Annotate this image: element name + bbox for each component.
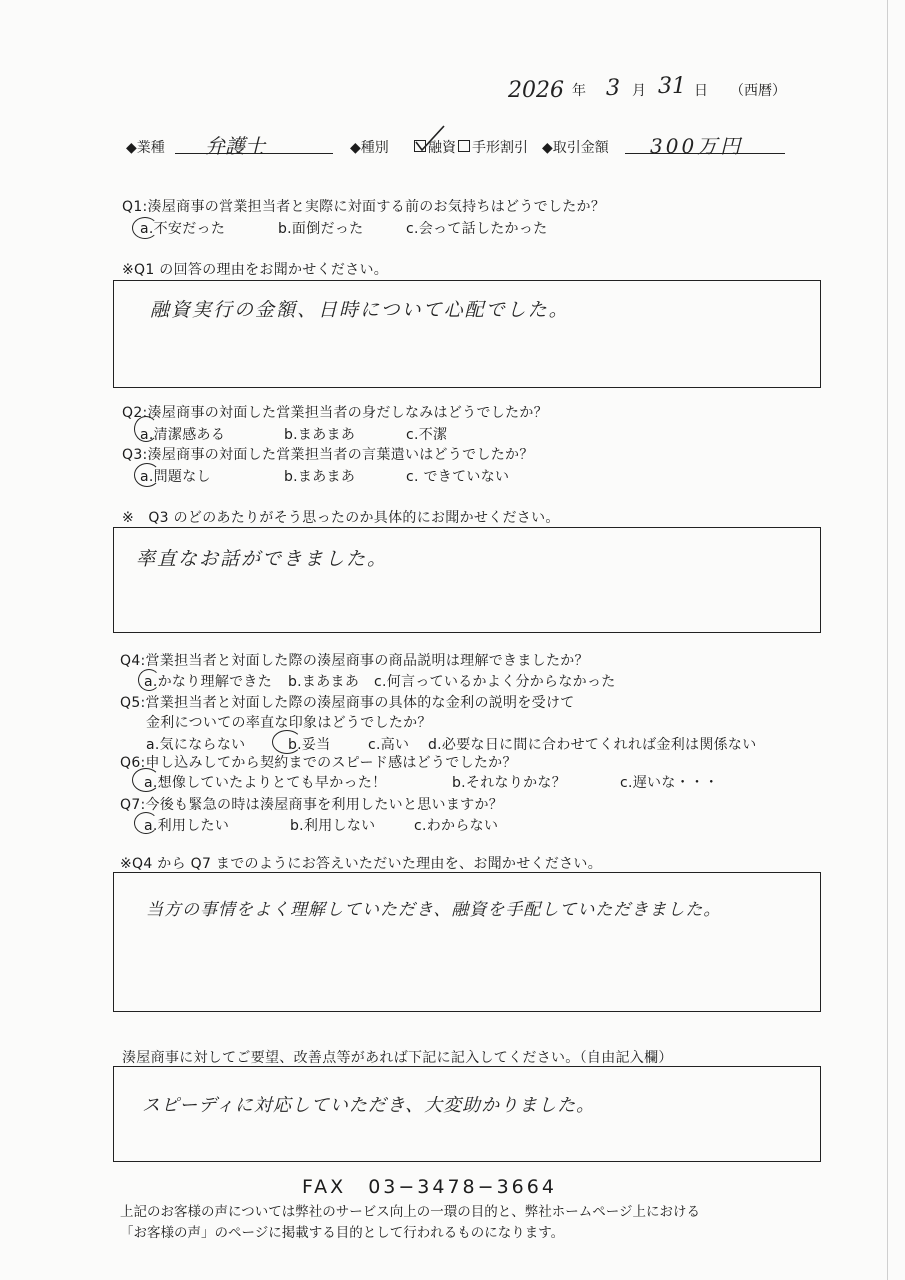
q4-option-b[interactable]: b.まあまあ bbox=[288, 674, 360, 690]
footer-note-line2: 「お客様の声」のページに掲載する目的として行われるものになります。 bbox=[120, 1225, 565, 1241]
q3-question: Q3:湊屋商事の対面した営業担当者の言葉遣いはどうでしたか？ bbox=[122, 447, 534, 463]
q3-reason-answer: 率直なお話ができました。 bbox=[136, 548, 389, 570]
q5-option-d[interactable]: d.必要な日に間に合わせてくれれば金利は関係ない bbox=[428, 737, 757, 753]
q4-option-a[interactable]: a.かなり理解できた bbox=[144, 674, 273, 690]
q5-question-line1: Q5:営業担当者と対面した際の湊屋商事の具体的な金利の説明を受けて bbox=[120, 695, 575, 711]
q4-q7-reason-prompt: ※Q4 から Q7 までのようにお答えいただいた理由を、お聞かせください。 bbox=[120, 856, 603, 872]
date-day-unit: 日 bbox=[694, 83, 708, 99]
q7-option-a[interactable]: a.利用したい bbox=[144, 818, 230, 834]
industry-value: 弁護士 bbox=[205, 134, 265, 158]
q3-option-b[interactable]: b.まあまあ bbox=[284, 469, 356, 485]
bill-checkbox[interactable] bbox=[458, 140, 470, 152]
type-option-bill: 手形割引 bbox=[472, 140, 528, 156]
q1-reason-answer: 融資実行の金額、日時について心配でした。 bbox=[150, 299, 570, 321]
amount-underline bbox=[625, 153, 785, 154]
footer-note-line1: 上記のお客様の声については弊社のサービス向上の一環の目的と、弊社ホームページ上における bbox=[120, 1204, 700, 1220]
fax-number: FAX 03−3478−3664 bbox=[302, 1176, 557, 1198]
date-year-unit: 年 bbox=[572, 83, 586, 99]
type-label: ◆種別 bbox=[350, 140, 389, 156]
q3-option-c[interactable]: c. できていない bbox=[406, 469, 510, 485]
q2-question: Q2:湊屋商事の対面した営業担当者の身だしなみはどうでしたか？ bbox=[122, 405, 548, 421]
q2-option-a[interactable]: a.清潔感ある bbox=[140, 427, 226, 443]
q7-question: Q7:今後も緊急の時は湊屋商事を利用したいと思いますか？ bbox=[120, 797, 504, 813]
q1-question: Q1:湊屋商事の営業担当者と実際に対面する前のお気持ちはどうでしたか？ bbox=[122, 199, 606, 215]
q2-option-c[interactable]: c.不潔 bbox=[406, 427, 448, 443]
date-month-unit: 月 bbox=[632, 83, 646, 99]
q1-option-a[interactable]: a.不安だった bbox=[140, 221, 226, 237]
q4-question: Q4:営業担当者と対面した際の湊屋商事の商品説明は理解できましたか？ bbox=[120, 653, 589, 669]
requests-answer: スピーディに対応していただき、大変助かりました。 bbox=[142, 1095, 596, 1116]
date-day: 31 bbox=[658, 74, 686, 99]
q1-option-c[interactable]: c.会って話したかった bbox=[406, 221, 548, 237]
q5-option-b[interactable]: b.妥当 bbox=[288, 737, 331, 753]
industry-underline bbox=[175, 153, 333, 154]
q4-option-c[interactable]: c.何言っているかよく分からなかった bbox=[374, 674, 616, 690]
q3-reason-prompt: ※ Q3 のどのあたりがそう思ったのか具体的にお聞かせください。 bbox=[122, 510, 560, 526]
q7-option-c[interactable]: c.わからない bbox=[414, 818, 499, 834]
q1-reason-box[interactable] bbox=[113, 280, 821, 388]
q6-option-a[interactable]: a.想像していたよりとても早かった！ bbox=[144, 775, 387, 791]
q1-reason-prompt: ※Q1 の回答の理由をお聞かせください。 bbox=[122, 262, 389, 278]
q3-reason-box[interactable] bbox=[113, 527, 821, 633]
q5-option-a[interactable]: a.気にならない bbox=[146, 737, 246, 753]
scan-edge bbox=[887, 0, 888, 1280]
date-era: （西暦） bbox=[730, 83, 786, 99]
industry-label: ◆業種 bbox=[126, 140, 165, 156]
q6-option-c[interactable]: c.遅いな・・・ bbox=[620, 775, 719, 791]
amount-value: 300万円 bbox=[650, 134, 744, 158]
q4-q7-reason-answer: 当方の事情をよく理解していただき、融資を手配していただきました。 bbox=[146, 900, 722, 920]
q4-q7-reason-box[interactable] bbox=[113, 872, 821, 1012]
q5-question-line2: 金利についての率直な印象はどうでしたか？ bbox=[146, 715, 432, 731]
q6-question: Q6:申し込みしてから契約までのスピード感はどうでしたか？ bbox=[120, 755, 517, 771]
requests-prompt: 湊屋商事に対してご要望、改善点等があれば下記に記入してください。（自由記入欄） bbox=[122, 1050, 673, 1066]
q6-option-b[interactable]: b.それなりかな？ bbox=[452, 775, 567, 791]
requests-box[interactable] bbox=[113, 1066, 821, 1162]
q7-option-b[interactable]: b.利用しない bbox=[290, 818, 376, 834]
amount-label: ◆取引金額 bbox=[542, 140, 609, 156]
type-option-loan: 融資 bbox=[428, 140, 456, 156]
date-year: 2026 bbox=[508, 78, 564, 103]
q3-option-a[interactable]: a.問題なし bbox=[140, 469, 211, 485]
q5-option-c[interactable]: c.高い bbox=[368, 737, 410, 753]
date-month: 3 bbox=[606, 76, 620, 101]
q1-option-b[interactable]: b.面倒だった bbox=[278, 221, 364, 237]
q2-option-b[interactable]: b.まあまあ bbox=[284, 427, 356, 443]
